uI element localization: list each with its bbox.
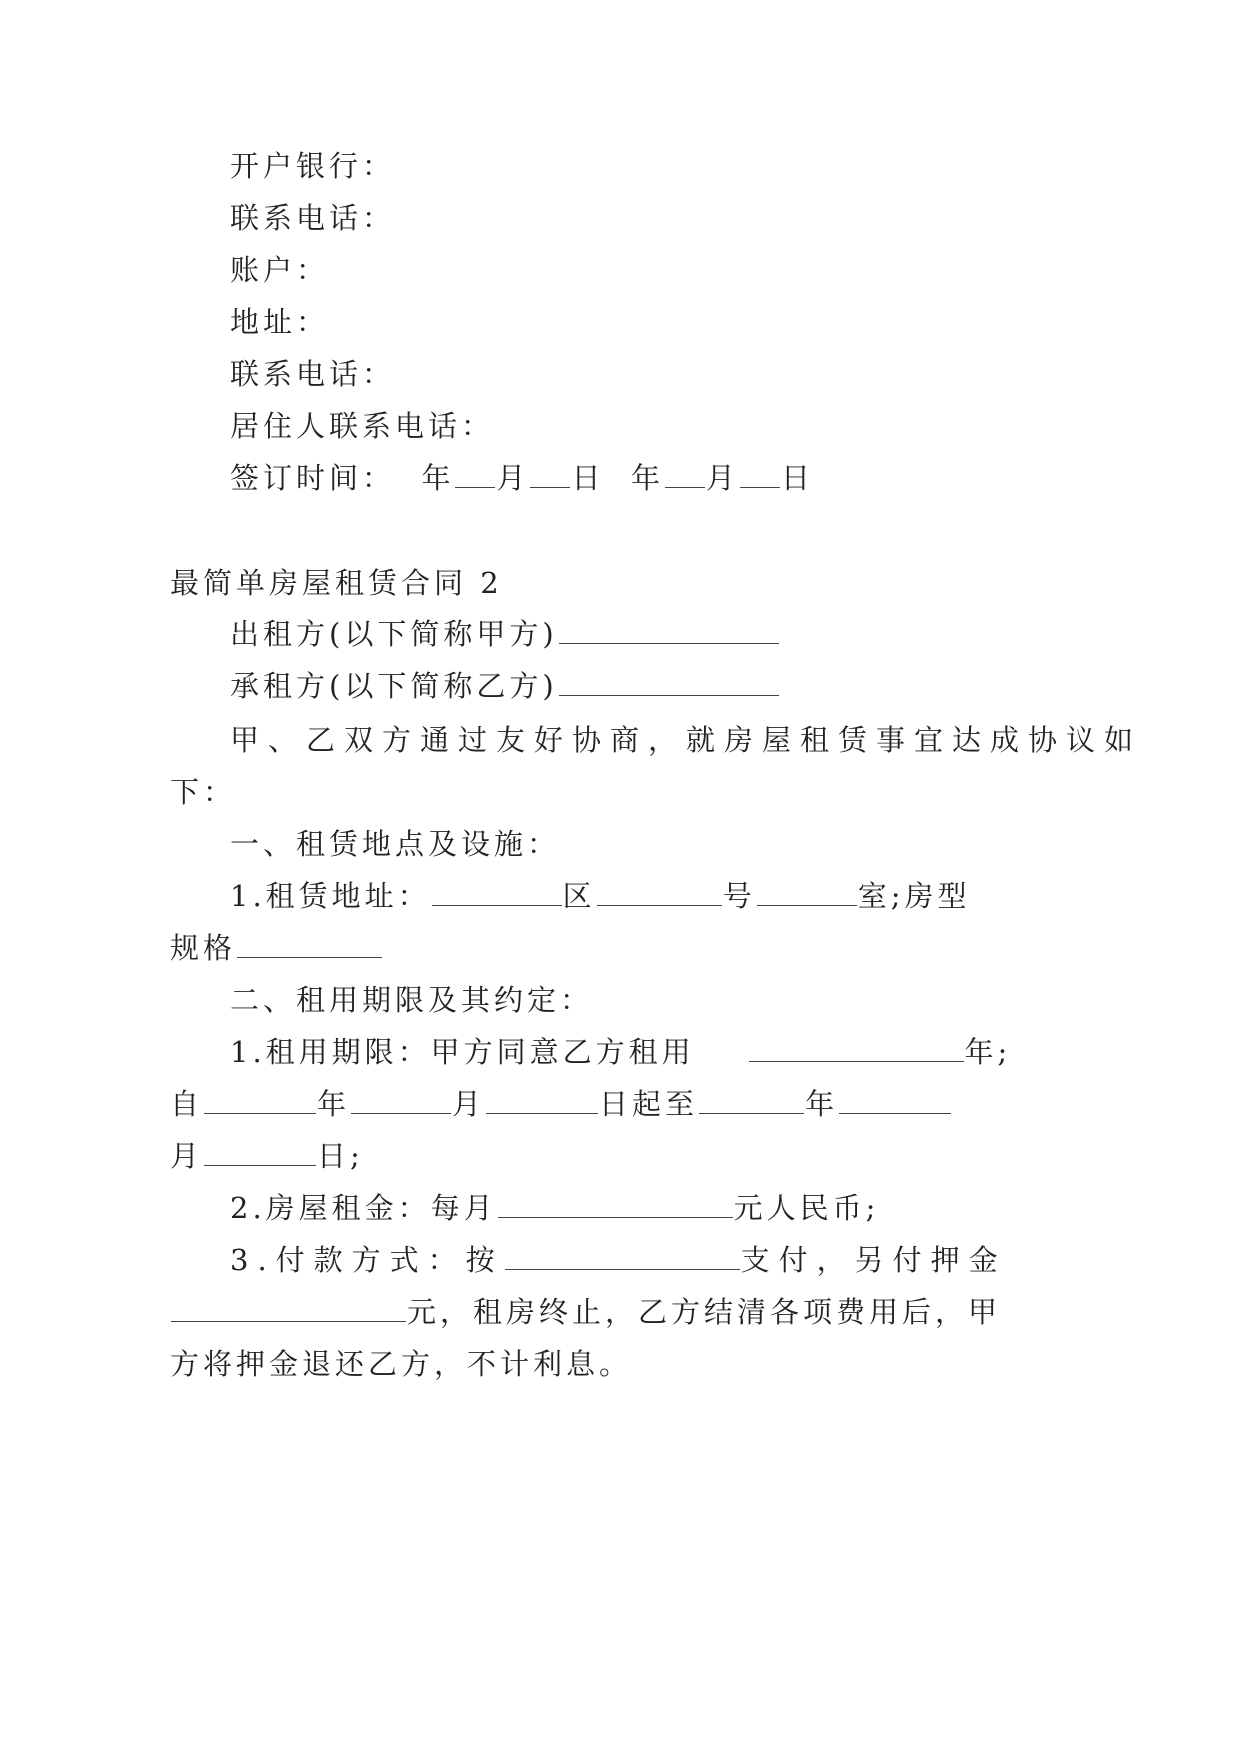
term-dates-line: 自 年 月 日起至 年	[170, 1084, 952, 1124]
lessee-line: 承租方(以下简称乙方)	[230, 666, 780, 706]
account-line: 账户：	[230, 253, 330, 287]
blank	[559, 619, 779, 644]
intro-line-1: 甲、乙双方通过友好协商，就房屋租赁事宜达成协议如	[230, 723, 1143, 757]
blank	[597, 881, 722, 906]
blank	[237, 933, 382, 958]
payment-line: 3.付款方式：按 支付，另付押金	[230, 1243, 1007, 1277]
blank	[498, 1193, 733, 1218]
blank	[757, 881, 857, 906]
blank	[486, 1089, 598, 1114]
section-2-title: 二、租用期限及其约定：	[230, 983, 594, 1017]
address-line: 地址：	[230, 305, 330, 339]
rent-line: 2.房屋租金：每月 元人民币;	[230, 1191, 880, 1225]
blank	[839, 1089, 951, 1114]
deposit-line: 元，租房终止，乙方结清各项费用后，甲	[170, 1292, 1001, 1332]
bank-line: 开户银行：	[230, 149, 396, 183]
intro-line-2: 下：	[170, 775, 237, 809]
blank	[530, 463, 570, 488]
sign-time-line: 签订时间： 年 月 日 年 月 日	[230, 461, 814, 495]
spec-line: 规格	[170, 928, 383, 968]
term-line: 1.租用期限：甲方同意乙方租用 年;	[230, 1035, 1012, 1069]
blank	[559, 671, 779, 696]
blank	[699, 1089, 804, 1114]
lessor-line: 出租方(以下简称甲方)	[230, 614, 780, 654]
phone-line-2: 联系电话：	[230, 357, 396, 391]
rent-address-line: 1.租赁地址： 区 号 室;房型	[230, 879, 971, 913]
phone-line: 联系电话：	[230, 201, 396, 235]
term-end-line: 月 日;	[170, 1139, 364, 1173]
resident-phone-line: 居住人联系电话：	[230, 409, 495, 443]
blank	[749, 1037, 964, 1062]
blank	[455, 463, 495, 488]
blank	[171, 1297, 406, 1322]
contract-title: 最简单房屋租赁合同 2	[170, 566, 503, 600]
blank	[204, 1141, 316, 1166]
blank	[665, 463, 705, 488]
blank	[351, 1089, 451, 1114]
deposit-end-line: 方将押金退还乙方，不计利息。	[170, 1347, 633, 1381]
sign-time-label: 签订时间：	[230, 461, 396, 495]
blank	[432, 881, 562, 906]
blank	[204, 1089, 316, 1114]
section-1-title: 一、租赁地点及设施：	[230, 827, 561, 861]
blank	[505, 1245, 740, 1270]
blank	[740, 463, 780, 488]
